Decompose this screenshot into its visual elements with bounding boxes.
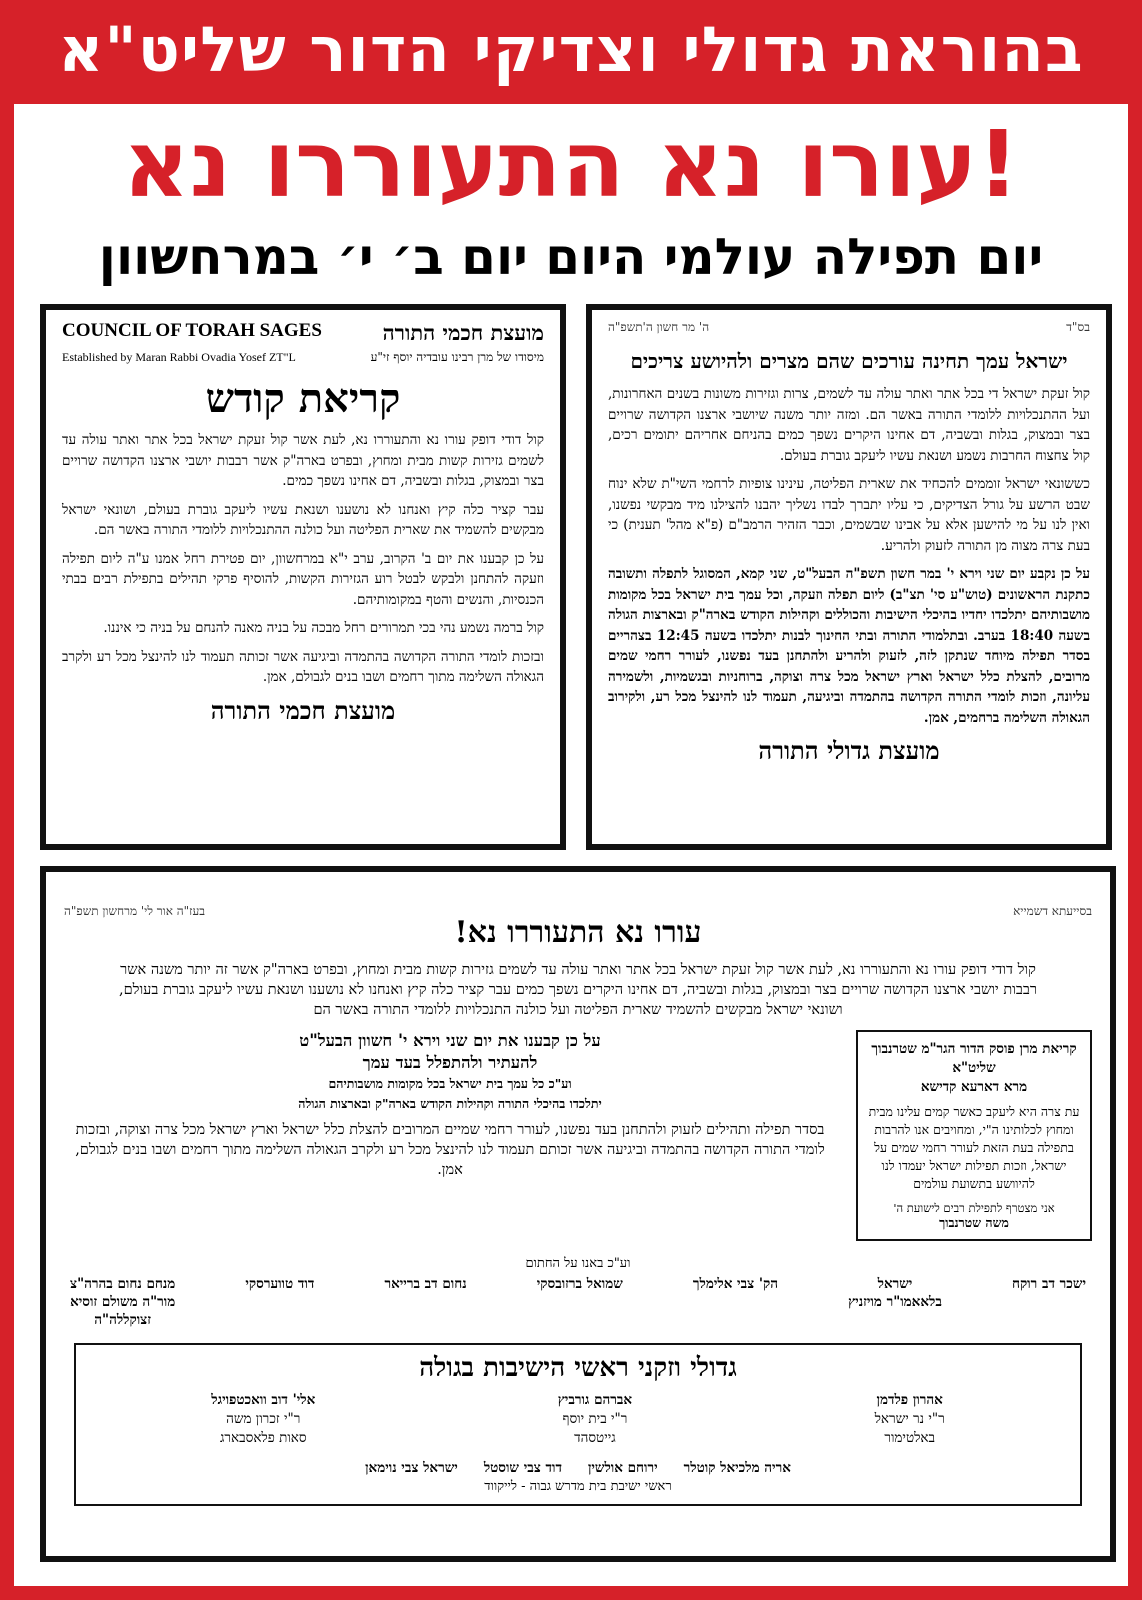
council-heading (62, 320, 544, 346)
rosh-name: אלי' דוב וואכטפויגל (211, 1392, 316, 1408)
rosh-yeshiva (875, 1391, 945, 1448)
subheadline: יום תפילה עולמי היום יום ב׳ י׳ במרחשוון (98, 228, 1044, 286)
signers-intro: וע"כ באנו על החתום (525, 1256, 631, 1271)
rosh-location: באלטימור (884, 1430, 936, 1446)
letter-paragraph: קול דודי דופק עורו נא והתעוררו נא, לעת אשר קול זעקת ישראל בכל אתר ואתר עולה עד לשמים גזירות קשות מבית ומחוץ, ובפרט בארה"ק אשר רבבות יושבי ארצנו הקדושה שרויים בצר ובמצוק, בגלות ובשביה, דם אחינו נשפך כמים. (62, 432, 544, 489)
letter-signature: מועצת גדולי התורה (758, 736, 940, 765)
header-bsd: בסייעתא דשמייא (1013, 904, 1092, 918)
signer-name: נחום דב ברייאר (384, 1276, 467, 1292)
rosh-name: אריה מלכיאל קוטלר (683, 1460, 791, 1476)
kriat-kodesh-title: קריאת קודש (205, 375, 401, 422)
council-name-english: COUNCIL OF TORAH SAGES (62, 320, 322, 341)
rosh-name: ישראל צבי נוימאן (365, 1460, 458, 1476)
rosh-yeshiva-title: ר"י בית יוסף (562, 1411, 628, 1427)
quote-title: קריאת מרן פוסק הדור הגר"מ שטרנבוך שליט"א (871, 1041, 1077, 1076)
rosh-yeshiva-title: ר"י זכרון משה (226, 1411, 301, 1427)
rosh-yeshiva (211, 1391, 315, 1448)
top-banner: בהוראת גדולי וצדיקי הדור שליט"א (0, 0, 1142, 104)
yeshiva-heads-row (90, 1391, 1066, 1448)
sternbuch-quote-box (856, 1030, 1092, 1241)
council-established (62, 350, 544, 365)
council-gedolim-letter (586, 304, 1112, 850)
letter-paragraph-bold: על כן נקבע יום שני וירא י' במר חשון תשפ"ה הבעל"ט, שני קמא, המסוגל לתפלה ותשובה כתקנת הראשונים (טוש"ע סי' תצ"ב) ליום תפלה וזעקה, וכל עמך בית ישראל בכל מקומות מושבותיהם יתלכדו יחדיו בהיכלי הישיבות והכוללים וקהילות הקודש בארה"ק ובארצות הגולה בשעה 18:40 בערב. ובתלמודי התורה ובתי החינוך לבנות יתלכדו בשעה 12:45 בצהריים בסדר תפילה מיוחד שנתקן לזה, לזעוק ולהריע ולהתחנן בעד נפשנו, לעורר רחמי שמים מרובים, להצלת כלל ישראל וארץ ישראל מכל צרה וצוקה, ברוחניות ובגשמיות, ולשמירה עליונה, וזכות לומדי התורה הקדושה בהתמדה וביגיעה, תעמוד לנו להינצל מכל רע, ולקירוב הגאולה השלימה ברחמים, אמן. (608, 566, 1091, 726)
letter-paragraph: עבר קציר כלה קיץ ואנחנו לא נושענו ושנאת עשיו ליעקב גוברת בעולם, ושונאי ישראל מבקשים להשמיד את שארית הפליטה ועל כולנה ההתנכלויות ללומדי התורה באשר הם. (62, 501, 544, 538)
signers-row (64, 1275, 1092, 1329)
letter-signature: מועצת חכמי התורה (210, 695, 396, 725)
rosh-location: גייטסהד (574, 1430, 616, 1446)
rosh-name: ירוחם אולשין (587, 1460, 658, 1476)
signer-name: שמואל ברזובסקי (536, 1276, 623, 1292)
poster-sheet (14, 104, 1128, 1586)
declaration-subline: וע"כ כל עמך בית ישראל בכל מקומות מושבותיהם (328, 1076, 572, 1091)
declaration-headline: על כן קבענו את יום שני וירא י' חשוון הבעל"ט (299, 1031, 601, 1050)
joint-proclamation (40, 866, 1116, 1562)
signer-name: ישראל בלאאמו"ר מויזניץ (848, 1276, 942, 1310)
council-sages-letter (40, 304, 566, 850)
proclamation-intro: קול דודי דופק עורו נא והתעוררו נא, לעת אשר קול זעקת ישראל בכל אתר ואתר עולה עד לשמים גזירות קשות מבית ומחוץ, ובפרט בארה"ק אשר זה יותר משנה אשר רבבות יושבי ארצנו הקדושה שרויים בצר ובמצוק, בגלות ובשביה, דם אחינו היקרים נשפך כמים עבר קציר כלה קיץ ואנחנו לא נושענו ושנאת עשיו ליעקב גוברת בעולם, ושונאי ישראל מבקשים להשמיד שארית הפליטה ועל כולנה התנכלויות ללומדי התורה באשר הם (119, 962, 1037, 1018)
lakewood-note: ראשי ישיבת בית מדרש גבוה - לייקווד (484, 1479, 672, 1494)
letter-paragraph: על כן קבענו את יום ב' הקרוב, ערב י"א במרחשוון, יום פטירת רחל אמנו ע"ה ליום תפילה וזעקה להתחנן ולבקש לבטל רוע הגזירות הקשות, להוסיף פרקי תהילים בתפילת רבים בבתי הכנסיות, והנשים והטף במקומותיהם. (62, 550, 544, 608)
quote-sign-line: אני מצטרף לתפילת רבים לישועת ה' (893, 1201, 1055, 1215)
letter-header (608, 320, 1090, 335)
rosh-name: דוד צבי שוסטל (483, 1460, 562, 1476)
main-headline: עורו נא התעוררו נא! (122, 111, 1020, 218)
declaration-subline: יתלכדו בהיכלי התורה וקהילות הקודש בארה"ק ובארצות הגולה (298, 1096, 602, 1111)
council-name-hebrew: מועצת חכמי התורה (382, 320, 544, 345)
yeshiva-heads-box (74, 1343, 1082, 1506)
letter-paragraph: כששונאי ישראל זוממים להכחיד את שארית הפליטה, עינינו צופיות לרחמי השי"ת שלא ינוח שבט הרשע על גורל הצדיקים, כי עליו יתברך לבדו נשליך יהבנו להצילנו מיד מבקשי נפשנו, ואין לנו על מי להישען אלא על אבינו שבשמים, וכבר הזהיר הרמב"ם (פ"א מהל' תענית) כי בעת צרה מצוה מן התורה לזעוק ולהריע. (608, 476, 1090, 554)
rosh-name: אברהם גורביץ (557, 1392, 633, 1408)
quote-text: עת צרה היא ליעקב כאשר קמים עלינו מבית ומחוץ לכלותינו ה"י, ומחויבים אנו להרבות בתפילה בעת הזאת לעורר רחמי שמים על ישראל, וזכות תפילות ישראל יעמדו לנו להיוושע בתשועת עולמים (868, 1104, 1080, 1191)
yeshiva-heads-title: גדולי וזקני ראשי הישיבות בגולה (419, 1353, 737, 1383)
rosh-yeshiva (558, 1391, 632, 1448)
proclamation-title: עורו נא התעוררו נא! (454, 915, 702, 950)
signer-name: מנחם נחום בהרה"צ מור"ה משולם זוסיא זצוקללה"ה (70, 1276, 176, 1328)
header-date: בעז"ה אור לי' מרחשון תשפ"ה (64, 904, 206, 918)
signer-name: הק' צבי אלימלך (692, 1276, 779, 1292)
signer-name: דוד טווערסקי (245, 1276, 315, 1292)
bsd-mark: בס"ד (1066, 320, 1090, 334)
proclamation-middle (64, 1030, 1092, 1241)
declaration (64, 1030, 836, 1180)
lakewood-heads-row (90, 1460, 1066, 1476)
letter-paragraph: קול זעקת ישראל די בכל אתר ואתר עולה עד לשמים, צרות וגזירות משונות בשנים האחרונות, ועל ההתנכלויות ללומדי התורה באשר הם. ומזה יותר משנה שיושבי ארצנו הקדושה שרויים בצר ובמצוק, בגלות ובשביה, דם אחינו היקרים נשפך כמים בהניחם אחריהם יתומים רכים, קול צחצוח החרבות נשמע ושנאת עשיו ליעקב גוברת בעולם. (608, 386, 1090, 464)
signer-name: ישכר דב רוקח (1011, 1276, 1086, 1292)
declaration-headline: להעתיר ולהתפלל בעד עמך (362, 1053, 538, 1072)
quote-signer: משה שטרנבוך (939, 1215, 1009, 1230)
established-english: Established by Maran Rabbi Ovadia Yosef ZT"L (62, 350, 296, 364)
quote-subtitle: מרא דארעא קדישא (920, 1079, 1028, 1095)
rosh-name: אהרון פלדמן (876, 1392, 943, 1408)
declaration-body: בסדר תפילה ותהילים לזעוק ולהתחנן בעד נפשנו, לעורר רחמי שמיים המרובים להצלת כלל ישראל וארץ ישראל מכל צרה וצוקה, ובזכות לומדי התורה הקדושה בהתמדה וביגיעה אשר זכותם תעמוד לנו להינצל מכל רע ולקרב הגאולה השלימה מתוך רחמים ושבו בנים לגבולם, אמן. (75, 1122, 825, 1178)
letter-paragraph: ובזכות לומדי התורה הקדושה בהתמדה וביגיעה אשר זכותה תעמוד לנו להינצל מכל רע ולקרב הגאולה השלימה מתוך רחמים ושבו בנים לגבולם, אמן. (62, 648, 544, 685)
established-hebrew: מיסודו של מרן רבינו עובדיה יוסף זי"ע (370, 350, 544, 364)
rosh-yeshiva-title: ר"י נר ישראל (874, 1411, 945, 1427)
rosh-location: סאות פלאסבארג (219, 1430, 307, 1446)
letter-date: ה' מר חשון ה'תשפ"ה (608, 320, 710, 334)
letter-title: ישראל עמך תחינה עורכים שהם מצרים ולהיושע צריכים (630, 349, 1068, 373)
letter-paragraph: קול ברמה נשמע נהי בכי תמרורים רחל מבכה על בניה מאנה להנחם על בניה כי איננו. (103, 620, 544, 636)
